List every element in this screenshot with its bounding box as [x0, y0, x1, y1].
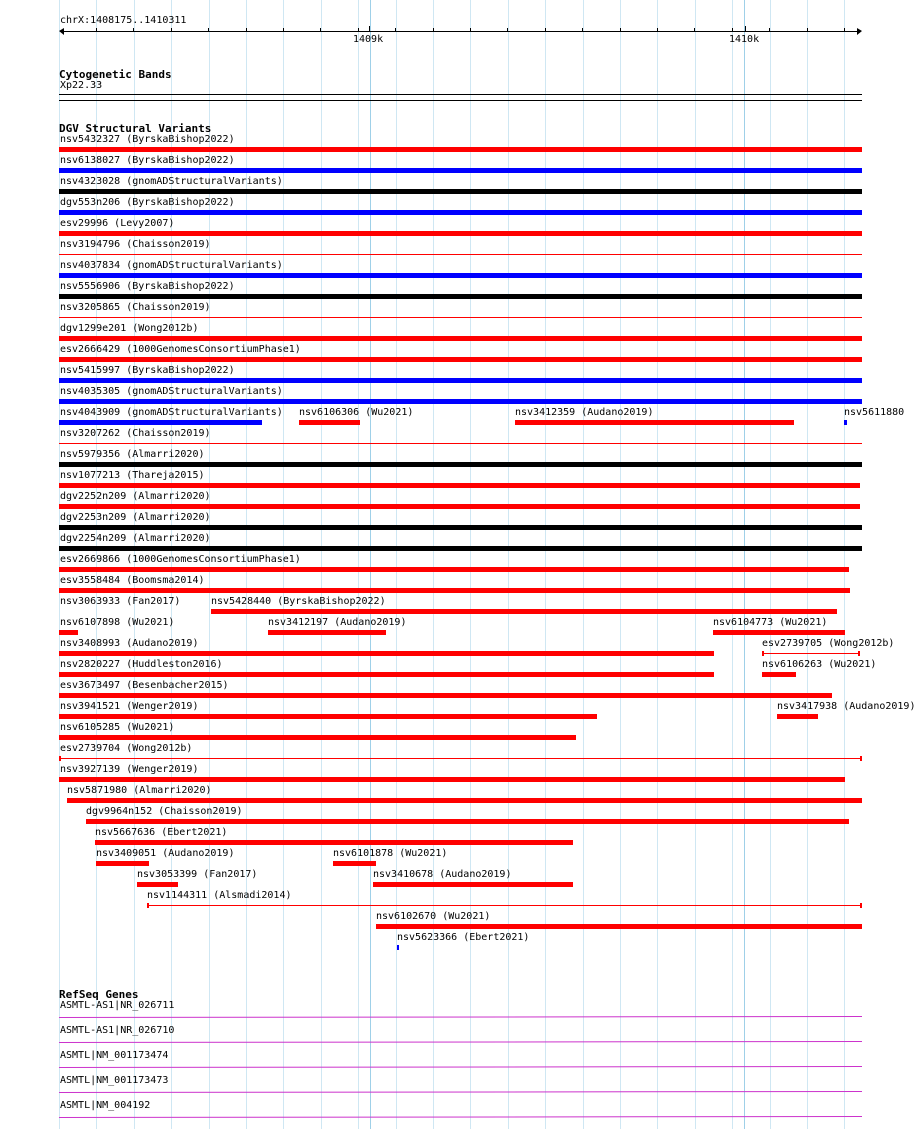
ruler-minor-tick — [694, 28, 695, 31]
variant-bar[interactable] — [713, 630, 845, 635]
variant-bar[interactable] — [299, 420, 360, 425]
variant-label[interactable]: dgv2252n209 (Almarri2020) — [60, 491, 211, 502]
variant-bar[interactable] — [515, 420, 794, 425]
variant-label[interactable]: nsv3063933 (Fan2017) — [60, 596, 181, 607]
variant-bar[interactable] — [59, 147, 862, 152]
variant-label[interactable]: nsv6106306 (Wu2021) — [299, 407, 414, 418]
variant-label[interactable]: nsv5556906 (ByrskaBishop2022) — [60, 281, 235, 292]
variant-bar[interactable] — [59, 758, 862, 759]
variant-label[interactable]: esv3673497 (Besenbacher2015) — [60, 680, 229, 691]
variant-label[interactable]: nsv4043909 (gnomADStructuralVariants) — [60, 407, 283, 418]
refseq-track-title[interactable]: RefSeq Genes — [59, 988, 139, 1001]
variant-label[interactable]: nsv3412197 (Audano2019) — [268, 617, 407, 628]
ruler-minor-tick — [208, 28, 209, 31]
variant-bar[interactable] — [59, 651, 714, 656]
variant-bar[interactable] — [376, 924, 862, 929]
variant-label[interactable]: nsv6106263 (Wu2021) — [762, 659, 877, 670]
ruler-tick-label: 1409k — [353, 34, 384, 45]
variant-label[interactable]: nsv1077213 (Thareja2015) — [60, 470, 205, 481]
gene-model-line[interactable] — [59, 1064, 862, 1070]
variant-label[interactable]: nsv3410678 (Audano2019) — [373, 869, 512, 880]
variant-bar[interactable] — [268, 630, 386, 635]
variant-end-cap — [858, 651, 860, 656]
variant-label[interactable]: nsv6105285 (Wu2021) — [60, 722, 175, 733]
ruler-minor-tick — [844, 28, 845, 31]
variant-label[interactable]: dgv1299e201 (Wong2012b) — [60, 323, 199, 334]
variant-label[interactable]: nsv3417938 (Audano2019) — [777, 701, 915, 712]
variant-label[interactable]: dgv2253n209 (Almarri2020) — [60, 512, 211, 523]
gene-label[interactable]: ASMTL|NM_001173474 — [60, 1050, 169, 1061]
variant-label[interactable]: nsv3941521 (Wenger2019) — [60, 701, 199, 712]
ruler-minor-tick — [507, 28, 508, 31]
ruler-major-tick — [369, 26, 370, 32]
variant-label[interactable]: nsv6107898 (Wu2021) — [60, 617, 175, 628]
variant-label[interactable]: dgv9964n152 (Chaisson2019) — [86, 806, 243, 817]
variant-label[interactable]: dgv2254n209 (Almarri2020) — [60, 533, 211, 544]
ruler-minor-tick — [133, 28, 134, 31]
variant-label[interactable]: nsv1144311 (Alsmadi2014) — [147, 890, 292, 901]
variant-bar[interactable] — [59, 254, 862, 255]
ruler-major-tick — [745, 26, 746, 32]
variant-label[interactable]: nsv3207262 (Chaisson2019) — [60, 428, 211, 439]
variant-label[interactable]: nsv3412359 (Audano2019) — [515, 407, 654, 418]
variant-bar[interactable] — [59, 693, 832, 698]
variant-bar[interactable] — [59, 210, 862, 215]
variant-label[interactable]: esv2739704 (Wong2012b) — [60, 743, 193, 754]
variant-bar[interactable] — [762, 672, 796, 677]
variant-bar[interactable] — [211, 609, 837, 614]
ruler-minor-tick — [732, 28, 733, 31]
variant-bar[interactable] — [762, 653, 860, 654]
variant-label[interactable]: nsv3205865 (Chaisson2019) — [60, 302, 211, 313]
variant-label[interactable]: nsv6102670 (Wu2021) — [376, 911, 491, 922]
ruler-minor-tick — [582, 28, 583, 31]
gene-model-line[interactable] — [59, 1114, 862, 1120]
variant-bar[interactable] — [59, 168, 862, 173]
cytoband-bar-bottom — [59, 100, 862, 101]
variant-bar[interactable] — [59, 546, 862, 551]
variant-bar[interactable] — [137, 882, 178, 887]
variant-label[interactable]: nsv5432327 (ByrskaBishop2022) — [60, 134, 235, 145]
ruler-minor-tick — [171, 28, 172, 31]
variant-bar[interactable] — [59, 189, 862, 194]
gene-label[interactable]: ASMTL|NM_001173473 — [60, 1075, 169, 1086]
variant-bar[interactable] — [59, 525, 862, 530]
variant-bar[interactable] — [59, 336, 862, 341]
variant-bar[interactable] — [59, 231, 862, 236]
variant-end-cap — [762, 651, 764, 656]
variant-label[interactable]: nsv5611880 — [844, 407, 905, 418]
ruler-tick-label: 1410k — [729, 34, 760, 45]
variant-label[interactable]: nsv3408993 (Audano2019) — [60, 638, 199, 649]
variant-label[interactable]: esv2666429 (1000GenomesConsortiumPhase1) — [60, 344, 301, 355]
variant-bar[interactable] — [59, 777, 845, 782]
ruler-minor-tick — [807, 28, 808, 31]
variant-bar[interactable] — [59, 504, 860, 509]
variant-label[interactable]: nsv5415997 (ByrskaBishop2022) — [60, 365, 235, 376]
ruler-minor-tick — [320, 28, 321, 31]
ruler-axis — [62, 31, 859, 32]
variant-bar[interactable] — [59, 357, 862, 362]
variant-bar[interactable] — [95, 840, 573, 845]
variant-label[interactable]: nsv3194796 (Chaisson2019) — [60, 239, 211, 250]
variant-bar[interactable] — [59, 399, 862, 404]
variant-label[interactable]: dgv553n206 (ByrskaBishop2022) — [60, 197, 235, 208]
variant-label[interactable]: nsv4037834 (gnomADStructuralVariants) — [60, 260, 283, 271]
variant-label[interactable]: nsv5428440 (ByrskaBishop2022) — [211, 596, 386, 607]
variant-bar[interactable] — [59, 420, 262, 425]
variant-label[interactable]: nsv3409051 (Audano2019) — [96, 848, 235, 859]
ruler-minor-tick — [96, 28, 97, 31]
ruler-arrow-left — [59, 28, 64, 35]
ruler-minor-tick — [283, 28, 284, 31]
variant-label[interactable]: esv3558484 (Boomsma2014) — [60, 575, 205, 586]
variant-bar[interactable] — [147, 905, 862, 906]
variant-label[interactable]: nsv6104773 (Wu2021) — [713, 617, 828, 628]
variant-label[interactable]: nsv5871980 (Almarri2020) — [67, 785, 212, 796]
variant-label[interactable]: nsv3053399 (Fan2017) — [137, 869, 258, 880]
ruler-minor-tick — [433, 28, 434, 31]
variant-label[interactable]: nsv5667636 (Ebert2021) — [95, 827, 228, 838]
gene-label[interactable]: ASMTL-AS1|NR_026710 — [60, 1025, 175, 1036]
variant-label[interactable]: nsv6101878 (Wu2021) — [333, 848, 448, 859]
variant-bar[interactable] — [59, 588, 850, 593]
variant-bar[interactable] — [59, 630, 78, 635]
variant-bar[interactable] — [777, 714, 818, 719]
variant-label[interactable]: nsv6138027 (ByrskaBishop2022) — [60, 155, 235, 166]
variant-label[interactable]: esv2739705 (Wong2012b) — [762, 638, 895, 649]
cytoband-bar-top — [59, 94, 862, 95]
ruler-minor-tick — [769, 28, 770, 31]
variant-end-cap — [860, 903, 862, 908]
variant-label[interactable]: nsv5979356 (Almarri2020) — [60, 449, 205, 460]
ruler-minor-tick — [657, 28, 658, 31]
variant-bar[interactable] — [59, 483, 860, 488]
gene-model-line[interactable] — [59, 1039, 862, 1045]
cytoband-label: Xp22.33 — [60, 80, 103, 91]
variant-label[interactable]: esv29996 (Levy2007) — [60, 218, 175, 229]
variant-bar[interactable] — [59, 462, 862, 467]
variant-bar[interactable] — [67, 798, 862, 803]
variant-end-cap — [59, 756, 61, 761]
gene-model-line[interactable] — [59, 1089, 862, 1095]
variant-bar[interactable] — [59, 443, 862, 444]
variant-bar[interactable] — [397, 945, 399, 950]
variant-label[interactable]: nsv3927139 (Wenger2019) — [60, 764, 199, 775]
variant-bar[interactable] — [844, 420, 847, 425]
variant-end-cap — [860, 756, 862, 761]
variant-bar[interactable] — [333, 861, 376, 866]
variant-bar[interactable] — [373, 882, 573, 887]
variant-label[interactable]: nsv4323028 (gnomADStructuralVariants) — [60, 176, 283, 187]
variant-bar[interactable] — [86, 819, 849, 824]
variant-end-cap — [147, 903, 149, 908]
cytoband-track-title[interactable]: Cytogenetic Bands — [59, 68, 172, 81]
variant-bar[interactable] — [59, 273, 862, 278]
ruler-minor-tick — [358, 28, 359, 31]
variant-bar[interactable] — [96, 861, 149, 866]
gene-label[interactable]: ASMTL-AS1|NR_026711 — [60, 1000, 175, 1011]
ruler-minor-tick — [470, 28, 471, 31]
variant-label[interactable]: nsv4035305 (gnomADStructuralVariants) — [60, 386, 283, 397]
dgv-track-title[interactable]: DGV Structural Variants — [59, 122, 212, 135]
variant-bar[interactable] — [59, 567, 849, 572]
variant-bar[interactable] — [59, 735, 576, 740]
variant-bar[interactable] — [59, 378, 862, 383]
variant-label[interactable]: nsv2820227 (Huddleston2016) — [60, 659, 223, 670]
ruler-minor-tick — [246, 28, 247, 31]
region-label: chrX:1408175..1410311 — [60, 15, 187, 26]
variant-bar[interactable] — [59, 672, 714, 677]
gene-label[interactable]: ASMTL|NM_004192 — [60, 1100, 151, 1111]
variant-bar[interactable] — [59, 714, 597, 719]
variant-label[interactable]: nsv5623366 (Ebert2021) — [397, 932, 530, 943]
gene-model-line[interactable] — [59, 1014, 862, 1020]
variant-bar[interactable] — [59, 294, 862, 299]
ruler-minor-tick — [395, 28, 396, 31]
ruler-minor-tick — [545, 28, 546, 31]
ruler-arrow-right — [857, 28, 862, 35]
ruler-minor-tick — [620, 28, 621, 31]
variant-bar[interactable] — [59, 317, 862, 318]
variant-label[interactable]: esv2669866 (1000GenomesConsortiumPhase1) — [60, 554, 301, 565]
